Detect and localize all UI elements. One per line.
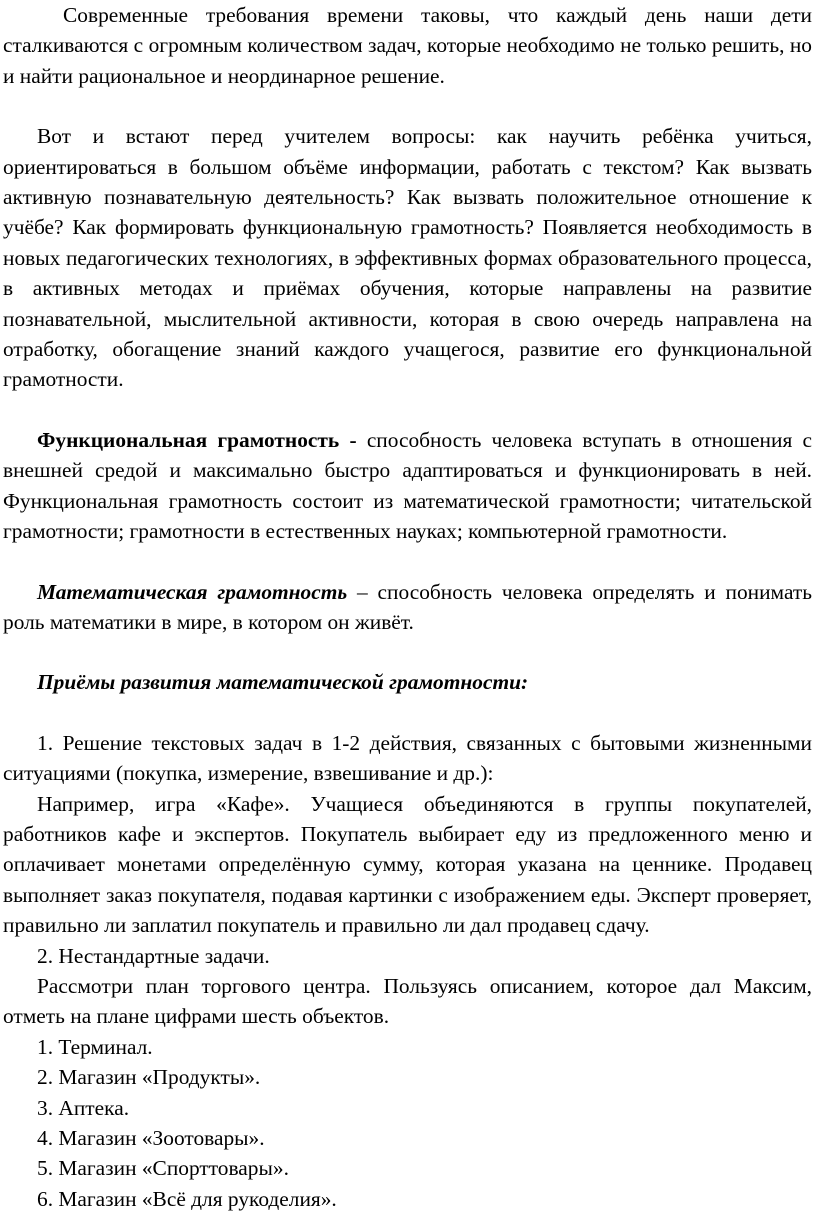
paragraph-task: Рассмотри план торгового центра. Пользуясь описанием, которое дал Максим, отметь на плане цифрами шесть объектов.: [3, 973, 812, 1029]
object-item: 3. Аптека.: [37, 1095, 130, 1120]
spacer: [3, 698, 812, 728]
section-heading: Приёмы развития математической грамотности:: [37, 670, 529, 695]
spacer: [3, 91, 812, 121]
paragraph-functional-literacy: [3, 425, 812, 547]
term-functional-literacy: Функциональная грамотность -: [37, 427, 357, 452]
paragraph-intro: Современные требования времени таковы, что каждый день наши дети сталкиваются с огромным количеством задач, которые необходимо не только решить, но и найти рациональное и неординарное решение.: [3, 3, 812, 88]
object-item: 1. Терминал.: [37, 1034, 153, 1059]
spacer: [3, 547, 812, 577]
list-item-nonstandard-problems: 2. Нестандартные задачи.: [37, 943, 270, 968]
spacer: [3, 395, 812, 425]
spacer: [3, 637, 812, 667]
object-item: 5. Магазин «Спорттовары».: [37, 1156, 289, 1181]
object-item: 6. Магазин «Всё для рукоделия».: [37, 1186, 337, 1211]
paragraph-cafe-example: Например, игра «Кафе». Учащиеся объединяются в группы покупателей, работников кафе и экспертов. Покупатель выбирает еду из предложенного меню и оплачивает монетами определённую сумму, которая указана на ценнике. Продавец выполняет заказ покупателя, подавая картинки с изображением еды. Эксперт проверяет, правильно ли заплатил покупатель и правильно ли дал продавец сдачу.: [3, 791, 812, 938]
definition-functional-literacy: способность человека вступать в отношения с внешней средой и максимально быстро адаптироваться и функционировать в ней. Функциональная грамотность состоит из математической грамотности; читательской грамотности; грамотности в естественных науках; компьютерной грамотности.: [3, 427, 812, 544]
object-item: 2. Магазин «Продукты».: [37, 1065, 261, 1090]
paragraph-questions: Вот и встают перед учителем вопросы: как научить ребёнка учиться, ориентироваться в большом объёме информации, работать с текстом? Как вызвать активную познавательную деятельность? Как вызвать положительное отношение к учёбе? Как формировать функциональную грамотность? Появляется необходимость в новых педагогических технологиях, в эффективных формах образовательного процесса, в активных методах и приёмах обучения, которые направлены на развитие познавательной, мыслительной активности, которая в свою очередь направлена на отработку, обогащение знаний каждого учащегося, развитие его функциональной грамотности.: [3, 124, 812, 392]
paragraph-math-literacy: [3, 577, 812, 638]
object-item: 4. Магазин «Зоотовары».: [37, 1126, 265, 1150]
list-item-text-problems: 1. Решение текстовых задач в 1-2 действия, связанных с бытовыми жизненными ситуациями (покупка, измерение, взвешивание и др.):: [3, 730, 812, 786]
term-math-literacy: Математическая грамотность: [37, 579, 348, 604]
definition-math-literacy: – способность человека определять и понимать роль математики в мире, в котором он живёт.: [3, 579, 812, 634]
